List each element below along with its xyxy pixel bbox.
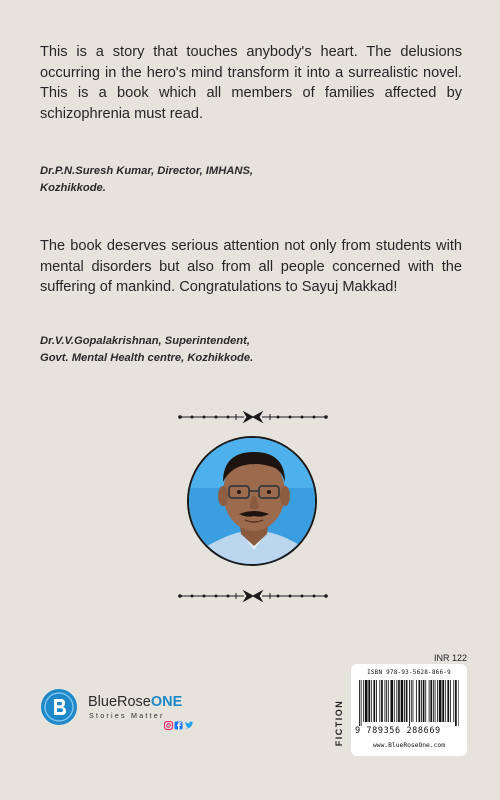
ornament-divider-top	[178, 410, 328, 424]
attribution-line: Dr.P.N.Suresh Kumar, Director, IMHANS,	[40, 165, 254, 177]
publisher-name-accent: ONE	[150, 694, 183, 710]
facebook-icon	[175, 722, 183, 731]
author-portrait	[187, 436, 317, 566]
publisher-website: www.BlueRoseOne.com	[372, 742, 446, 749]
barcode-bars	[359, 680, 459, 726]
isbn-text: ISBN 978-93-5628-866-9	[367, 669, 451, 676]
price-label: INR 122	[434, 653, 468, 663]
twitter-icon	[185, 722, 194, 729]
genre-label	[332, 693, 346, 753]
publisher-name-main: BlueRose	[88, 694, 151, 710]
isbn-barcode	[351, 664, 467, 756]
review-attribution-1	[40, 163, 460, 196]
social-icons	[164, 721, 194, 731]
attribution-line: Govt. Mental Health centre, Kozhikkode.	[40, 351, 254, 364]
instagram-icon	[165, 722, 173, 730]
publisher-name	[88, 694, 182, 710]
genre-text: FICTION	[334, 699, 344, 747]
review-quote-2: The book deserves serious attention not only from students with mental disorders but also from all people concerned with the suffering of mankind. Congratulations to Sayuj Makkad!	[40, 238, 462, 295]
review-quote-1: This is a story that touches anybody's heart. The delusions occurring in the hero's mind transform it into a surrealistic novel. This is a book which all members of families affected by schizophrenia must read.	[40, 44, 462, 122]
bluerose-logo-icon	[40, 688, 78, 726]
publisher-logo-block	[40, 688, 200, 736]
review-attribution-2	[40, 333, 460, 366]
publisher-tagline: Stories Matter	[89, 711, 165, 720]
ornament-divider-bottom	[178, 589, 328, 603]
attribution-line: Kozhikkode.	[40, 181, 106, 194]
barcode-digits: 9 789356 288669	[355, 726, 441, 736]
attribution-line: Dr.V.V.Gopalakrishnan, Superintendent,	[40, 335, 250, 347]
